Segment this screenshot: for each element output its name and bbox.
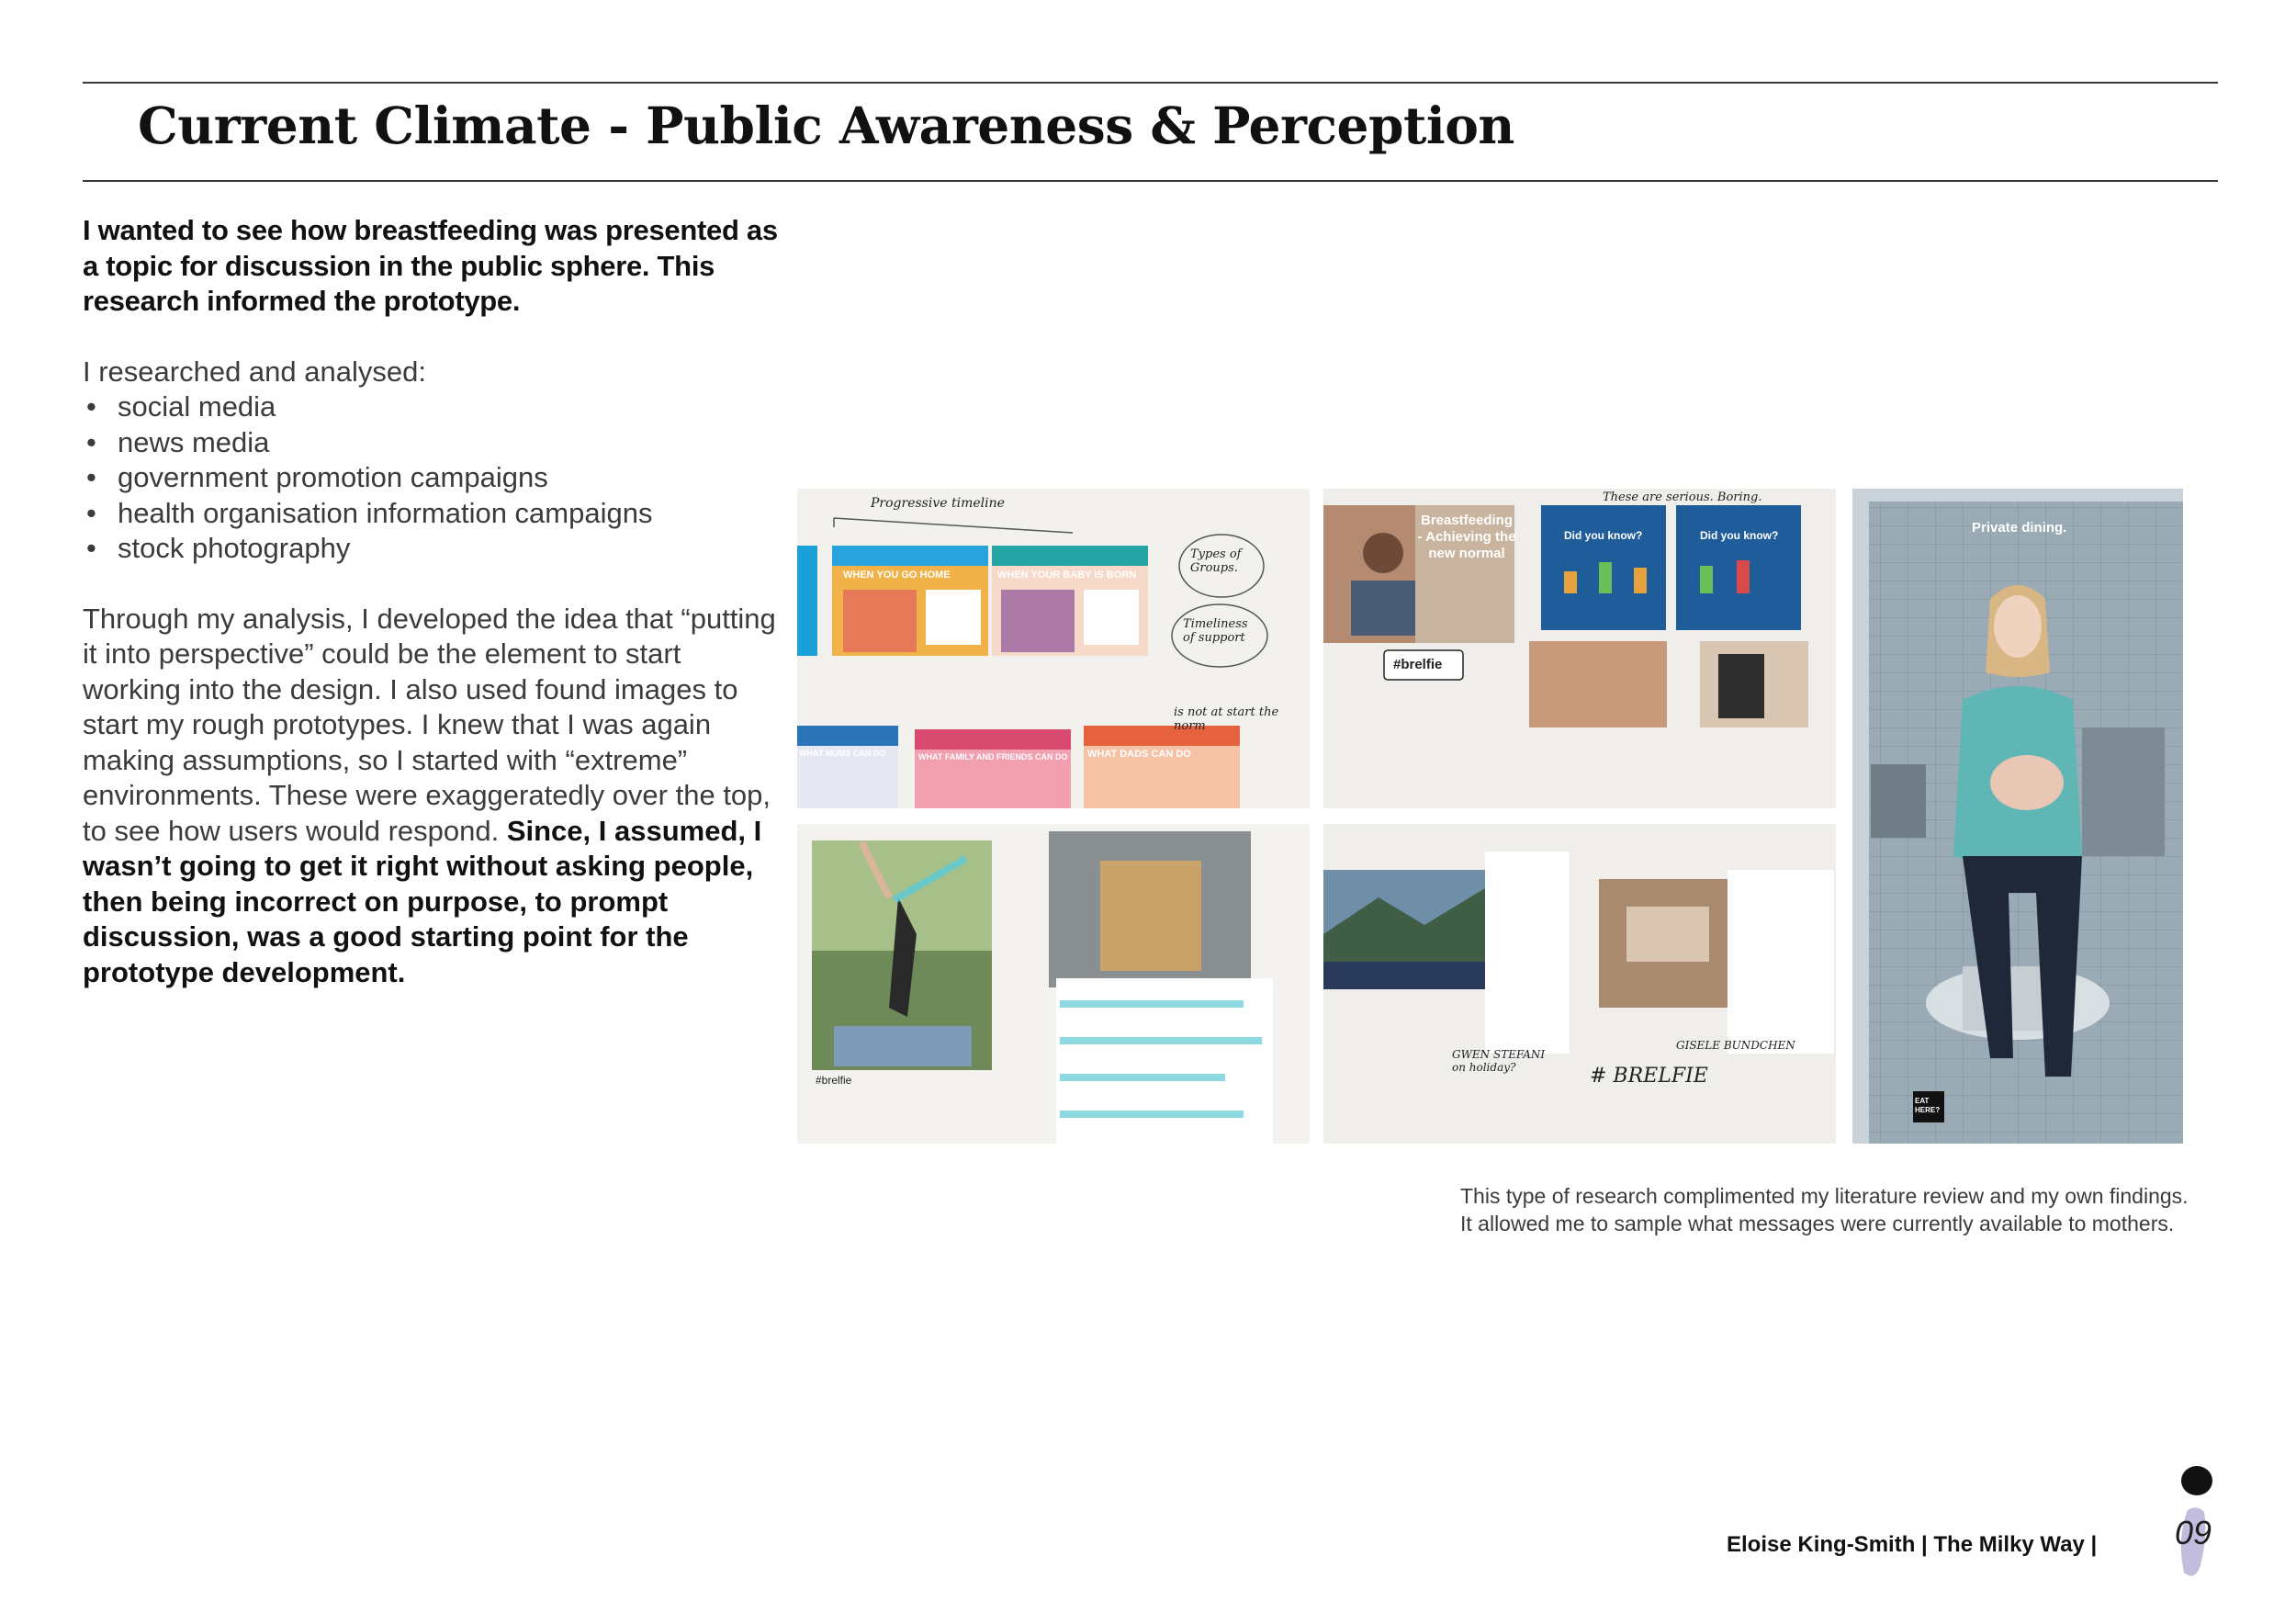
info-card-title: Did you know? [1700, 529, 1779, 542]
hashtag-label: #brelfie [816, 1074, 852, 1087]
ad-logo: EAT HERE? [1915, 1097, 1941, 1114]
research-methods-list [83, 389, 781, 567]
body-text-column [83, 213, 781, 990]
bullet-icon: • [86, 425, 96, 458]
hashtag-label: #brelfie [1393, 657, 1443, 672]
bullet-icon: • [86, 461, 96, 493]
poster-label: WHAT DADS CAN DO [1087, 749, 1191, 760]
list-item: • government promotion campaigns [83, 460, 781, 496]
analysis-text: Through my analysis, I developed the idea that “putting it into perspective” could be the element to start working into the design. I also used found images to start my rough prototypes. I knew that I was again making assumptions, so I started with “extreme” environments. These were exaggeratedly over the top, to see how users would respond. [83, 602, 776, 847]
bullet-icon: • [86, 390, 96, 423]
handwritten-note: is not at start the norm [1174, 705, 1279, 733]
ad-headline: Private dining. [1972, 520, 2067, 536]
handwritten-note: Timeliness of support [1183, 617, 1248, 645]
poster-label: WHEN YOU GO HOME [843, 570, 951, 581]
bullet-icon: • [86, 532, 96, 564]
research-list-heading: I researched and analysed: [83, 355, 426, 388]
handwritten-note: Types of Groups. [1190, 547, 1242, 575]
gallery-caption: This type of research complimented my literature review and my own findings. It allowed me to sample what messages were currently available to mothers. [1460, 1184, 2189, 1235]
news-media-board-photo [1323, 489, 1836, 808]
list-item: • social media [83, 389, 781, 425]
handwritten-note: GISELE BUNDCHEN [1676, 1039, 1795, 1052]
ad-poster-illustration [1852, 489, 2183, 1144]
bullet-icon: • [86, 496, 96, 529]
social-media-board-photo [797, 824, 1310, 1144]
top-rule [83, 82, 2218, 84]
poster-label: WHAT FAMILY AND FRIENDS CAN DO [918, 752, 1068, 761]
intro-paragraph: I wanted to see how breastfeeding was presented as a topic for discussion in the public sphere. This research informed the prototype. [83, 214, 778, 317]
handwritten-note: GWEN STEFANI on holiday? [1452, 1048, 1546, 1074]
analysis-paragraph [83, 602, 781, 991]
news-headline: Breastfeeding - Achieving the new normal [1417, 513, 1516, 561]
poster-label: WHAT MUMS CAN DO [799, 749, 886, 758]
info-card-title: Did you know? [1564, 529, 1643, 542]
page-title: Current Climate - Public Awareness & Perception [138, 96, 1514, 155]
list-item: • stock photography [83, 531, 781, 567]
list-item: • health organisation information campaigns [83, 496, 781, 532]
footer-credit: Eloise King-Smith | The Milky Way | [1727, 1532, 2098, 1557]
poster-board-photo [797, 489, 1310, 808]
advertising-poster-photo [1852, 489, 2183, 1144]
hashtag-label: # BRELFIE [1590, 1065, 1708, 1088]
analysis-conclusion: Since, I assumed, I wasn’t going to get it right without asking people, then being incorrect on purpose, to prompt discussion, was a good starting point for the prototype development. [83, 814, 762, 988]
title-rule [83, 180, 2218, 182]
list-item: • news media [83, 425, 781, 461]
celebrity-social-board-photo [1323, 824, 1836, 1144]
handwritten-note: These are serious. Boring. [1603, 491, 1762, 504]
poster-label: WHEN YOUR BABY IS BORN [997, 570, 1137, 581]
page-number: 09 [2175, 1514, 2212, 1551]
celebrity-board-illustration [1323, 824, 1836, 1144]
social-board-illustration [797, 824, 1310, 1144]
timeline-note: Progressive timeline [871, 496, 1005, 511]
